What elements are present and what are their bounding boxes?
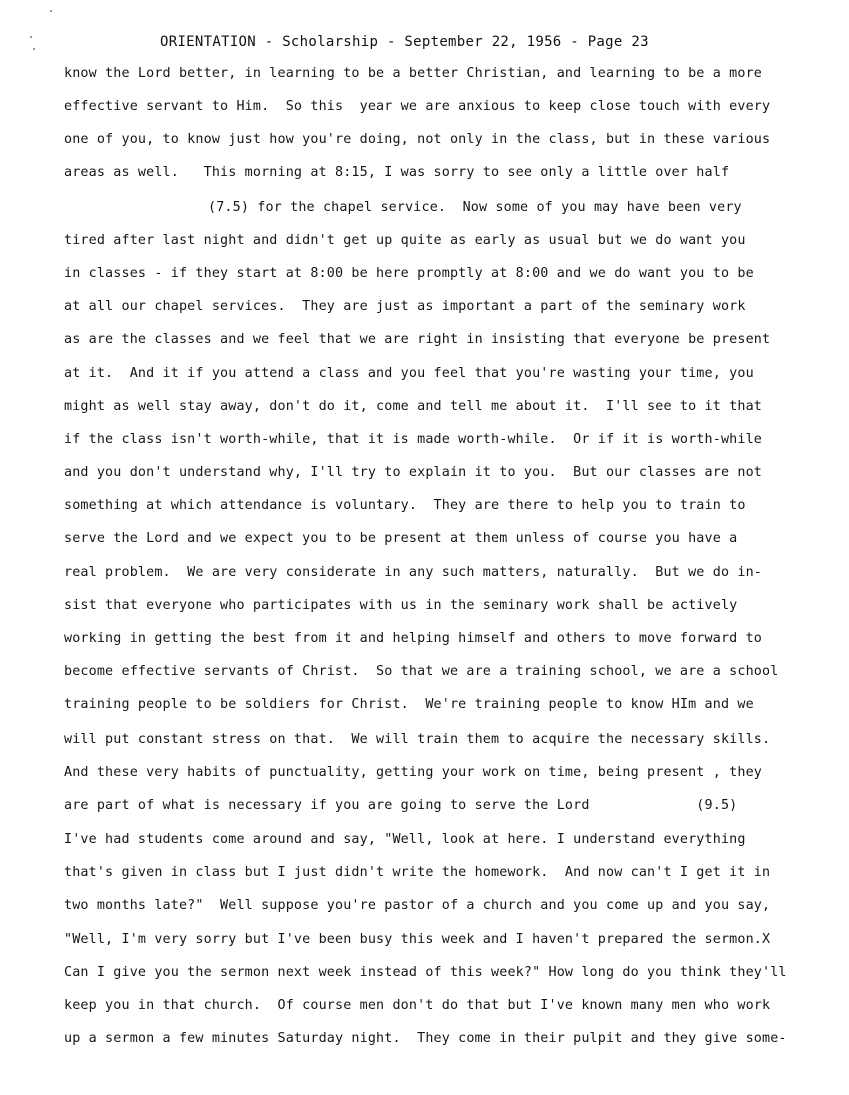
text-line: are part of what is necessary if you are going to serve the Lord (9.5) <box>64 798 738 813</box>
text-line: might as well stay away, don't do it, come and tell me about it. I'll see to it that <box>64 399 763 414</box>
text-line: serve the Lord and we expect you to be present at them unless of course you have a <box>64 531 738 546</box>
text-line: And these very habits of punctuality, getting your work on time, being present , they <box>64 765 763 780</box>
text-line: up a sermon a few minutes Saturday night. They come in their pulpit and they give some- <box>64 1031 787 1046</box>
text-line: areas as well. This morning at 8:15, I was sorry to see only a little over half <box>64 165 730 180</box>
text-line: sist that everyone who participates with us in the seminary work shall be actively <box>64 598 738 613</box>
text-line: (7.5) for the chapel service. Now some of you may have been very <box>208 200 742 215</box>
text-line: training people to be soldiers for Christ. We're training people to know HIm and we <box>64 697 754 712</box>
text-line: know the Lord better, in learning to be a better Christian, and learning to be a more <box>64 66 763 81</box>
text-line: something at which attendance is voluntary. They are there to help you to train to <box>64 498 746 513</box>
text-line: become effective servants of Christ. So that we are a training school, we are a school <box>64 664 779 679</box>
text-line: Can I give you the sermon next week instead of this week?" How long do you think they'll <box>64 965 787 980</box>
text-line: I've had students come around and say, "Well, look at here. I understand everything <box>64 832 746 847</box>
text-line: if the class isn't worth-while, that it is made worth-while. Or if it is worth-while <box>64 432 763 447</box>
text-line: one of you, to know just how you're doing, not only in the class, but in these various <box>64 132 771 147</box>
text-line: will put constant stress on that. We will train them to acquire the necessary skills. <box>64 732 771 747</box>
scan-speck <box>33 48 35 50</box>
text-line: at all our chapel services. They are just as important a part of the seminary work <box>64 299 746 314</box>
text-line: keep you in that church. Of course men don't do that but I've known many men who work <box>64 998 771 1013</box>
text-line: tired after last night and didn't get up quite as early as usual but we do want you <box>64 233 746 248</box>
text-line: working in getting the best from it and helping himself and others to move forward to <box>64 631 763 646</box>
page-header: ORIENTATION - Scholarship - September 22, 1956 - Page 23 <box>160 34 649 50</box>
text-line: and you don't understand why, I'll try to explain it to you. But our classes are not <box>64 465 763 480</box>
text-line: "Well, I'm very sorry but I've been busy this week and I haven't prepared the sermon.X <box>64 932 771 947</box>
text-line: at it. And it if you attend a class and you feel that you're wasting your time, you <box>64 366 754 381</box>
text-line: two months late?" Well suppose you're pastor of a church and you come up and you say, <box>64 898 771 913</box>
text-line: as are the classes and we feel that we are right in insisting that everyone be present <box>64 332 771 347</box>
text-line: effective servant to Him. So this year we are anxious to keep close touch with every <box>64 99 771 114</box>
text-line: in classes - if they start at 8:00 be here promptly at 8:00 and we do want you to be <box>64 266 754 281</box>
scan-speck <box>50 10 52 12</box>
text-line: real problem. We are very considerate in any such matters, naturally. But we do in- <box>64 565 763 580</box>
scan-speck <box>30 36 32 38</box>
text-line: that's given in class but I just didn't write the homework. And now can't I get it in <box>64 865 771 880</box>
